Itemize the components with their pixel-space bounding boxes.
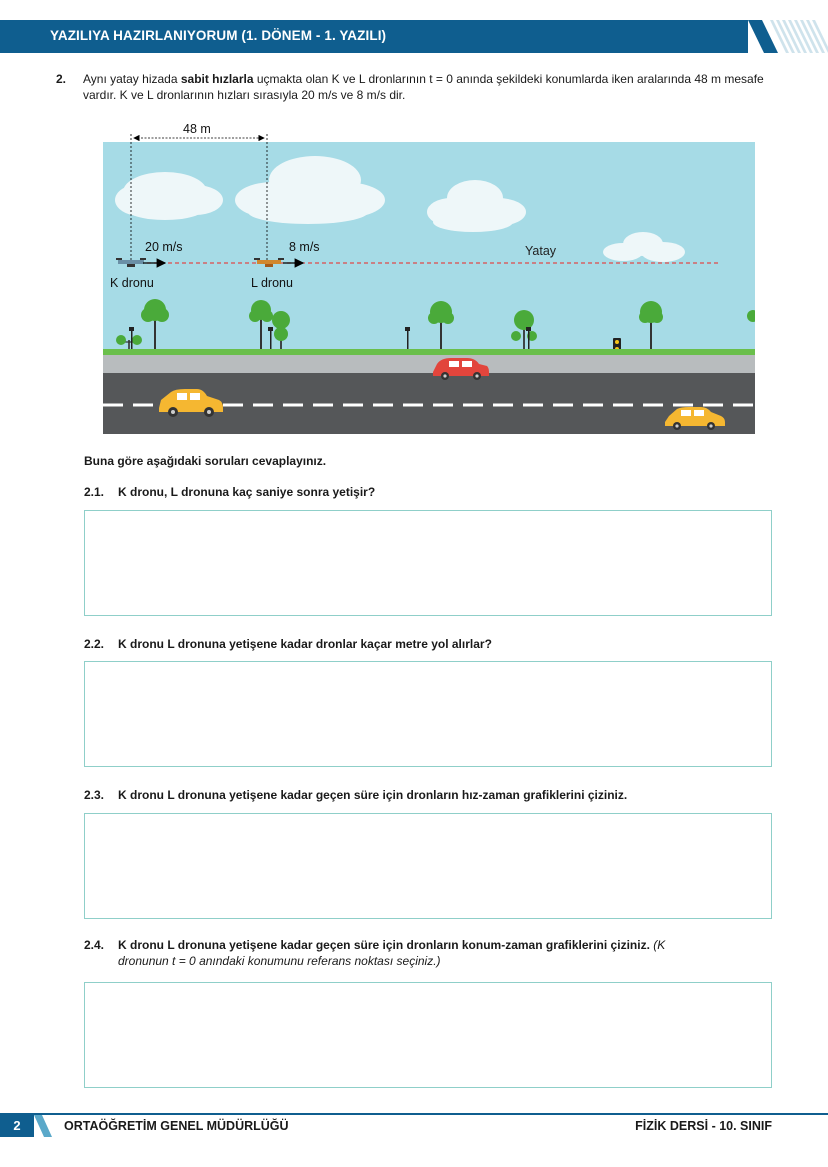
grass-strip <box>103 349 755 355</box>
subquestion-number: 2.2. <box>84 637 105 651</box>
sidewalk <box>103 355 755 373</box>
footer-divider <box>0 1113 828 1115</box>
subquestion-2-1 <box>84 484 774 500</box>
subquestion-2-2 <box>84 636 774 652</box>
question-text-part2: uçmakta olan K ve L dronlarının t = 0 anında şekildeki konumlarda iken aralarında 48 m mesafe vardır. K ve L dronlarının hızları sırasıyla 20 m/s ve 8 m/s dir. <box>83 72 764 102</box>
subquestion-2-3 <box>84 787 774 803</box>
question-2 <box>56 71 776 103</box>
l-speed-label: 8 m/s <box>289 240 320 254</box>
subquestion-text: K dronu, L dronuna kaç saniye sonra yetişir? <box>118 485 376 499</box>
subquestion-number: 2.3. <box>84 788 105 802</box>
distance-label: 48 m <box>183 122 211 136</box>
l-drone-label: L dronu <box>251 276 293 290</box>
question-text-bold: sabit hızlarla <box>180 72 254 86</box>
subquestion-2-4 <box>84 937 774 969</box>
footer-slash-decoration <box>34 1115 54 1137</box>
subquestion-text: K dronu L dronuna yetişene kadar geçen süre için dronların konum-zaman grafiklerini çiziniz. <box>118 938 650 952</box>
footer-course: FİZİK DERSİ - 10. SINIF <box>635 1119 772 1133</box>
header-bar <box>0 20 828 53</box>
question-number: 2. <box>56 72 67 86</box>
answer-box-2-2[interactable] <box>84 661 772 767</box>
subquestion-text: K dronu L dronuna yetişene kadar dronlar kaçar metre yol alırlar? <box>118 637 492 651</box>
header-stripes-decoration <box>748 20 828 53</box>
k-drone-label: K dronu <box>110 276 154 290</box>
page-header-title: YAZILIYA HAZIRLANIYORUM (1. DÖNEM - 1. YAZILI) <box>50 28 387 43</box>
horizontal-label: Yatay <box>525 244 557 258</box>
instruction-text: Buna göre aşağıdaki soruları cevaplayınız. <box>84 454 327 468</box>
k-speed-label: 20 m/s <box>145 240 183 254</box>
subquestion-text: K dronu L dronuna yetişene kadar geçen süre için dronların hız-zaman grafiklerini çiziniz. <box>118 788 628 802</box>
subquestion-note: dronunun t = 0 anındaki konumunu referans noktası seçiniz.) <box>118 954 441 968</box>
answer-box-2-1[interactable] <box>84 510 772 616</box>
subquestion-number: 2.1. <box>84 485 105 499</box>
footer-institution: ORTAÖĞRETİM GENEL MÜDÜRLÜĞÜ <box>64 1119 289 1133</box>
drone-scene-figure <box>103 120 755 434</box>
question-text-part1: Aynı yatay hizada <box>83 72 181 86</box>
answer-box-2-3[interactable] <box>84 813 772 919</box>
answer-box-2-4[interactable] <box>84 982 772 1088</box>
subquestion-number: 2.4. <box>84 938 105 952</box>
page-number: 2 <box>0 1115 34 1137</box>
subquestion-note-start: (K <box>653 938 666 952</box>
question-text <box>83 71 776 103</box>
